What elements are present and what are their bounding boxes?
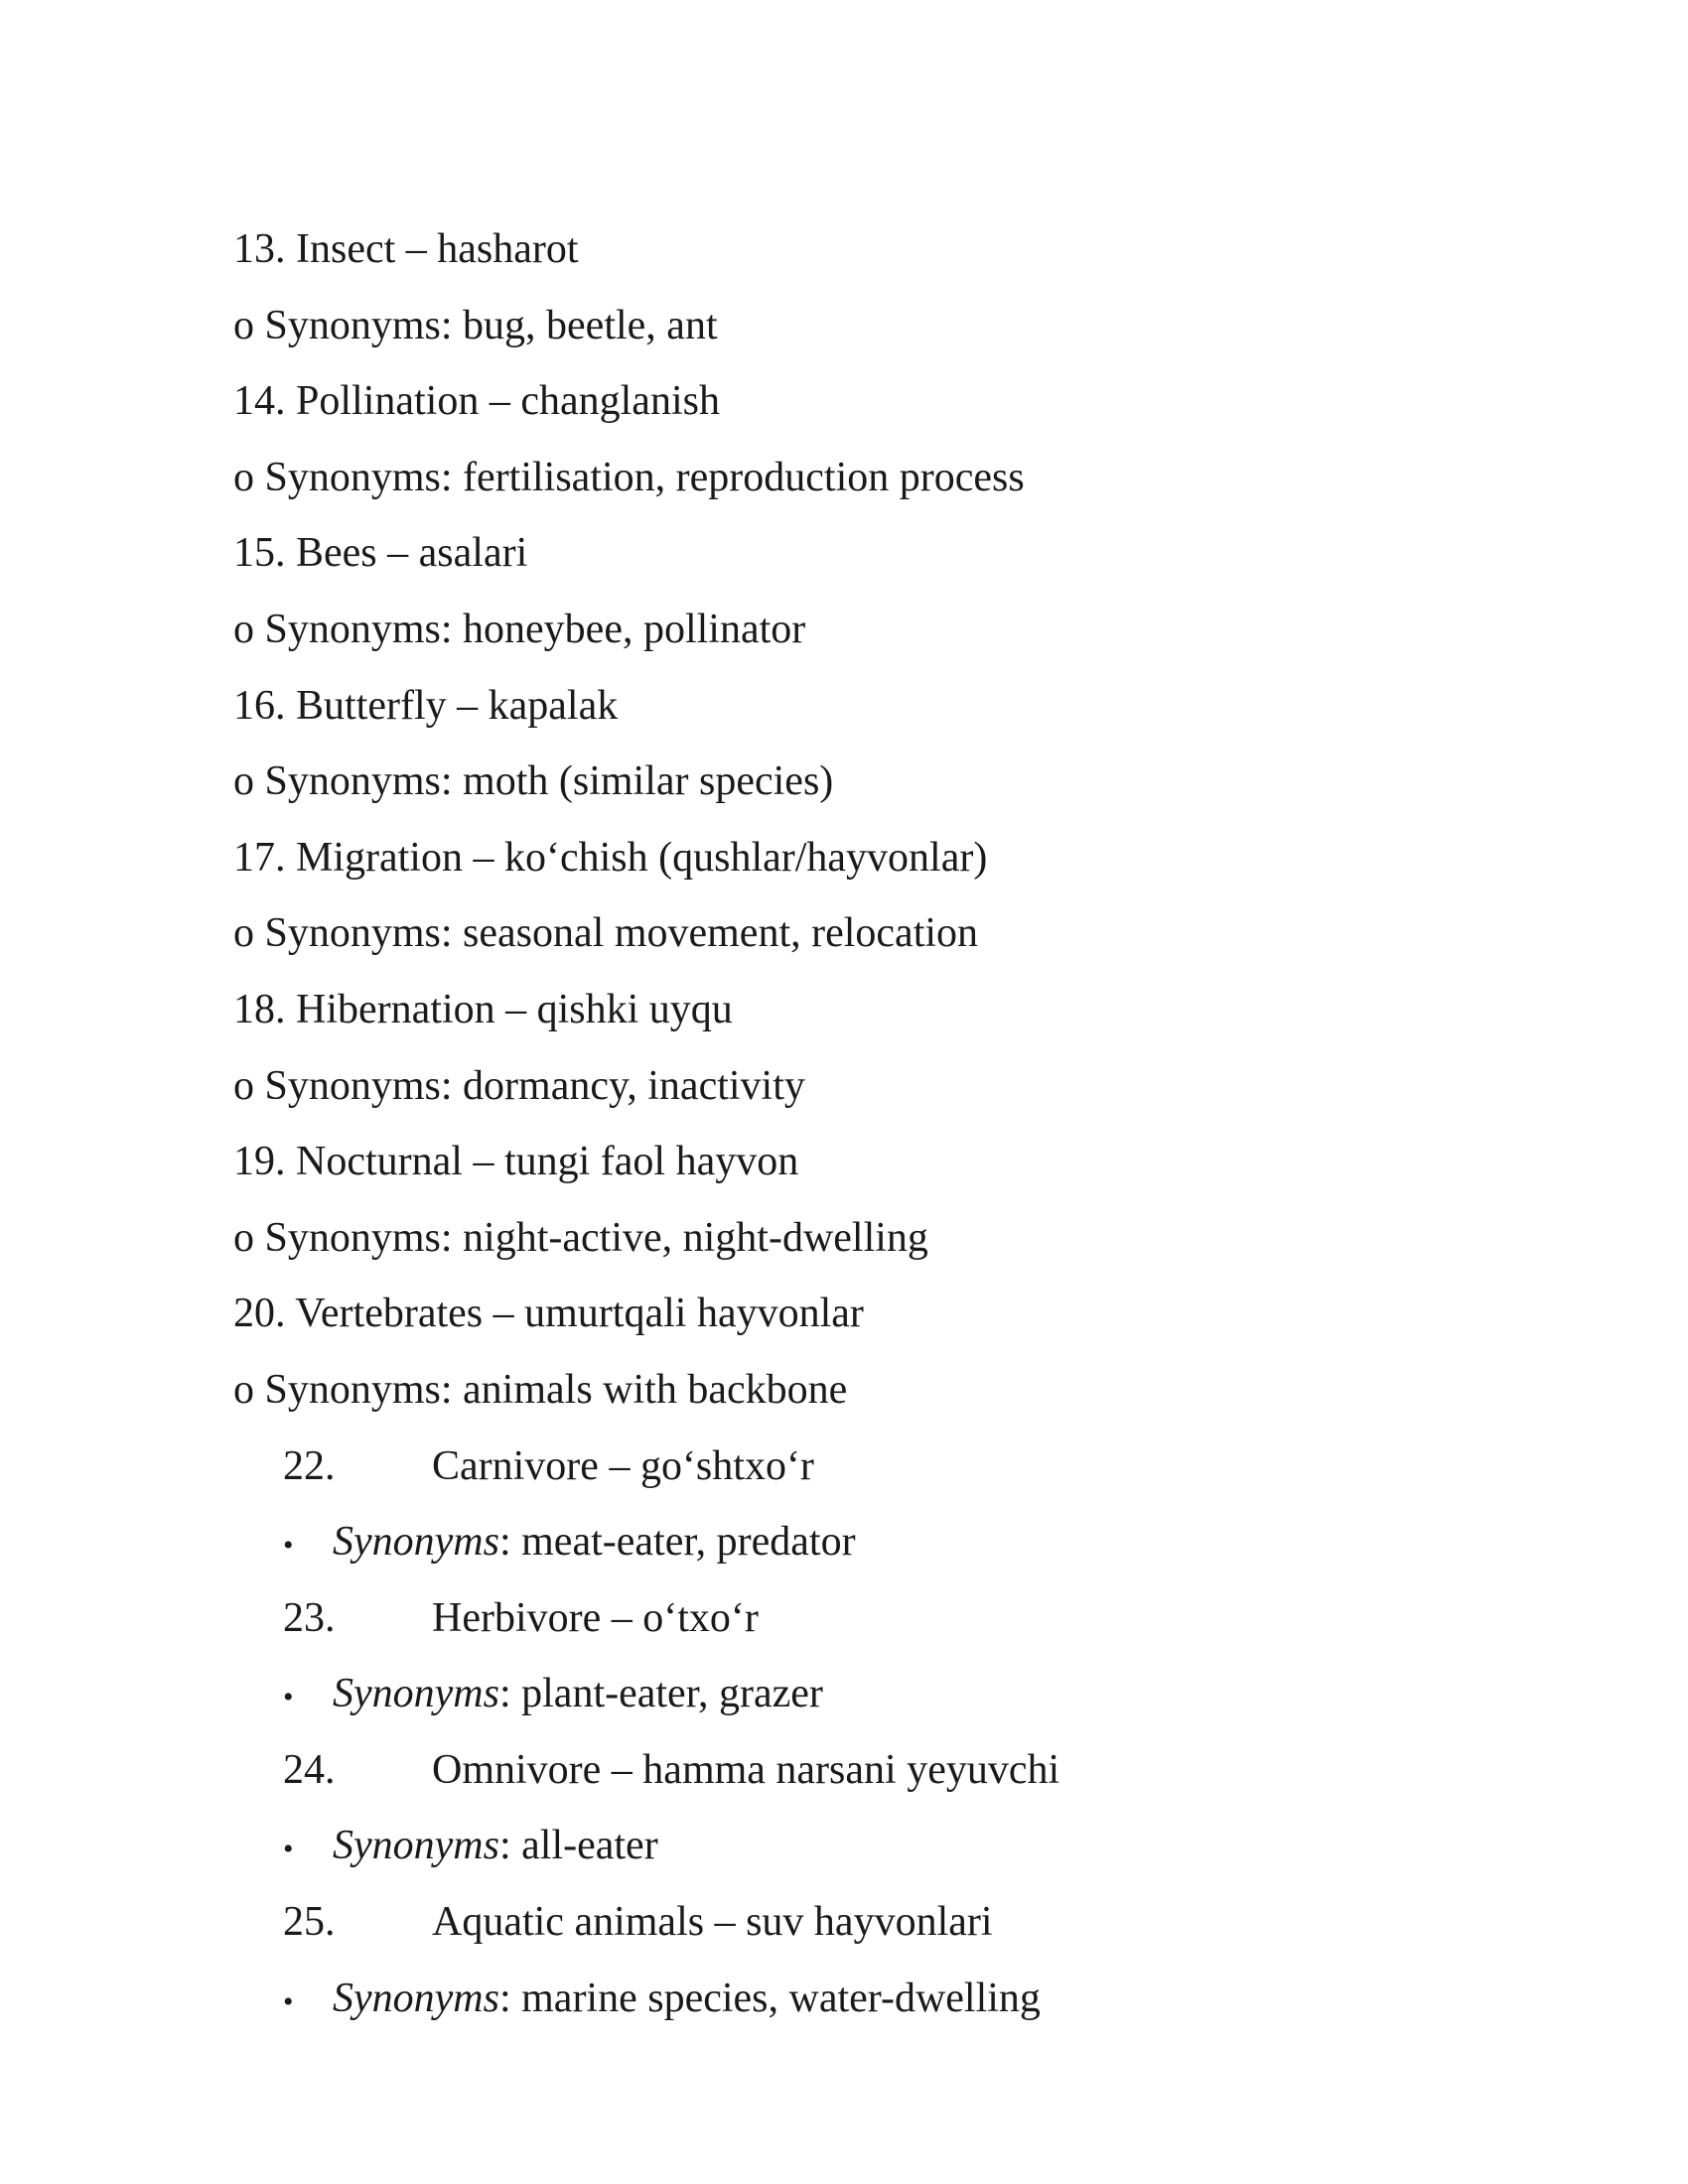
term-line: 16. Butterfly – kapalak	[233, 682, 619, 729]
synonyms-label: Synonyms	[333, 1823, 499, 1869]
term-line: 14. Pollination – changlanish	[233, 378, 720, 425]
bullet-synonyms-line	[233, 1661, 1524, 1737]
bullet-synonyms-line	[233, 1509, 1524, 1585]
synonyms-label: Synonyms	[333, 1519, 499, 1566]
synonyms-line: o Synonyms: seasonal movement, relocation	[233, 910, 979, 957]
tab-term-line	[233, 1889, 1524, 1966]
term-line: 13. Insect – hasharot	[233, 226, 579, 272]
synonyms-label: Synonyms	[333, 1975, 499, 2021]
synonyms-text: : marine species, water-dwelling	[498, 1975, 1041, 2021]
term-line: 15. Bees – asalari	[233, 530, 528, 577]
synonyms-line: o Synonyms: dormancy, inactivity	[233, 1062, 805, 1109]
vocabulary-list	[233, 216, 1524, 2041]
term-line: 17. Migration – ko‘chish (qushlar/hayvonlar)	[233, 834, 988, 881]
synonyms-text: : all-eater	[498, 1823, 658, 1869]
synonyms-line: o Synonyms: moth (similar species)	[233, 758, 834, 805]
tab-term-line	[233, 1737, 1524, 1814]
bullet-icon: •	[283, 1529, 294, 1563]
bullet-synonyms-line	[233, 1813, 1524, 1889]
tab-term-line	[233, 1585, 1524, 1662]
item-number: 22.	[283, 1442, 336, 1489]
term-line: 19. Nocturnal – tungi faol hayvon	[233, 1139, 799, 1185]
synonyms-line: o Synonyms: bug, beetle, ant	[233, 302, 718, 348]
term-line: 18. Hibernation – qishki uyqu	[233, 986, 733, 1032]
synonyms-label: Synonyms	[333, 1671, 499, 1717]
item-term: Herbivore – o‘txo‘r	[432, 1594, 759, 1641]
item-term: Aquatic animals – suv hayvonlari	[432, 1899, 993, 1946]
item-term: Carnivore – go‘shtxo‘r	[432, 1442, 814, 1489]
tab-term-line	[233, 1433, 1524, 1510]
item-number: 25.	[283, 1899, 336, 1946]
item-number: 24.	[283, 1746, 336, 1793]
bullet-synonyms-line	[233, 1966, 1524, 2042]
term-line: 20. Vertebrates – umurtqali hayvonlar	[233, 1291, 864, 1337]
synonyms-line: o Synonyms: animals with backbone	[233, 1366, 848, 1413]
bullet-icon: •	[283, 1681, 294, 1714]
item-number: 23.	[283, 1594, 336, 1641]
synonyms-text: : meat-eater, predator	[498, 1519, 856, 1566]
bullet-icon: •	[283, 1984, 294, 2018]
synonyms-line: o Synonyms: night-active, night-dwelling	[233, 1214, 928, 1261]
synonyms-text: : plant-eater, grazer	[498, 1671, 823, 1717]
synonyms-line: o Synonyms: fertilisation, reproduction process	[233, 454, 1025, 500]
item-term: Omnivore – hamma narsani yeyuvchi	[432, 1746, 1060, 1793]
synonyms-line: o Synonyms: honeybee, pollinator	[233, 606, 806, 652]
bullet-icon: •	[283, 1833, 294, 1866]
